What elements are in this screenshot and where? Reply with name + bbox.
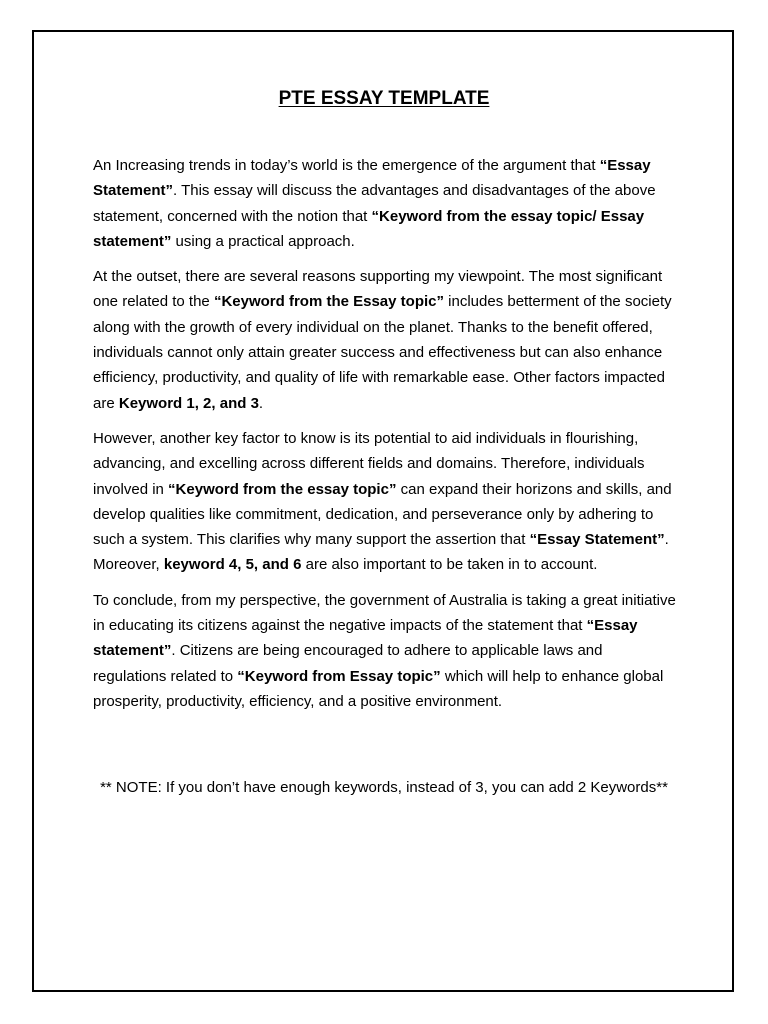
paragraph-introduction [93,153,678,254]
keywords-note: ** NOTE: If you don’t have enough keywords, instead of 3, you can add 2 Keywords** [100,779,668,796]
paragraph-text: At the outset, there are several reasons supporting my viewpoint. The most significant one related to the [93,268,663,311]
emphasized-text: “Keyword from the essay topic” [168,480,397,498]
paragraph-text: However, another key factor to know is its potential to aid individuals in flourishing, advancing, and excelling across different fields and domains. Therefore, individuals involved in [93,429,645,498]
emphasized-text: “Keyword from Essay topic” [237,667,441,685]
page-title: PTE ESSAY TEMPLATE [278,88,490,109]
paragraph-text: . Citizens are being encouraged to adhere to applicable laws and regulations related to [93,642,603,685]
paragraph-text: To conclude, from my perspective, the government of Australia is taking a great initiative in educating its citizens against the negative impacts of the statement that [93,591,676,635]
paragraph-text: . This essay will discuss the advantages and disadvantages of the above statement, concerned with the notion that [93,182,656,225]
essay-body [93,153,678,724]
emphasized-text: keyword 4, 5, and 6 [163,556,302,574]
paragraph-text: An Increasing trends in today’s world is the emergence of the argument that [93,157,600,174]
paragraph-text: . [258,394,264,412]
paragraph-text: which will help to enhance global prosperity, productivity, efficiency, and a positive environment. [93,667,664,710]
emphasized-text: “Essay statement” [93,617,638,660]
paragraph-text: . Moreover, [93,531,669,574]
paragraph-conclusion [93,588,678,714]
paragraph-text: can expand their horizons and skills, and develop qualities like commitment, dedication, and perseverance only by adhering to such a system. This clarifies why many support the assertion that [93,480,672,549]
paragraph-body-2 [93,426,678,578]
paragraph-text: using a practical approach. [171,232,355,250]
paragraph-text: are also important to be taken in to account. [301,556,598,574]
emphasized-text: “Keyword from the essay topic/ Essay statement” [93,207,645,250]
emphasized-text: “Essay Statement” [93,157,651,200]
paragraph-body-1 [93,264,678,416]
paragraph-text: includes betterment of the society along with the growth of every individual on the planet. Thanks to the benefit offered, individuals cannot only attain greater success and effectiveness but can also enhance efficiency, productivity, and quality of life with remarkable ease. Other factors impacted are [93,293,672,412]
emphasized-text: “Essay Statement” [529,531,665,549]
emphasized-text: “Keyword from the Essay topic” [213,293,444,311]
emphasized-text: Keyword 1, 2, and 3 [118,394,259,412]
